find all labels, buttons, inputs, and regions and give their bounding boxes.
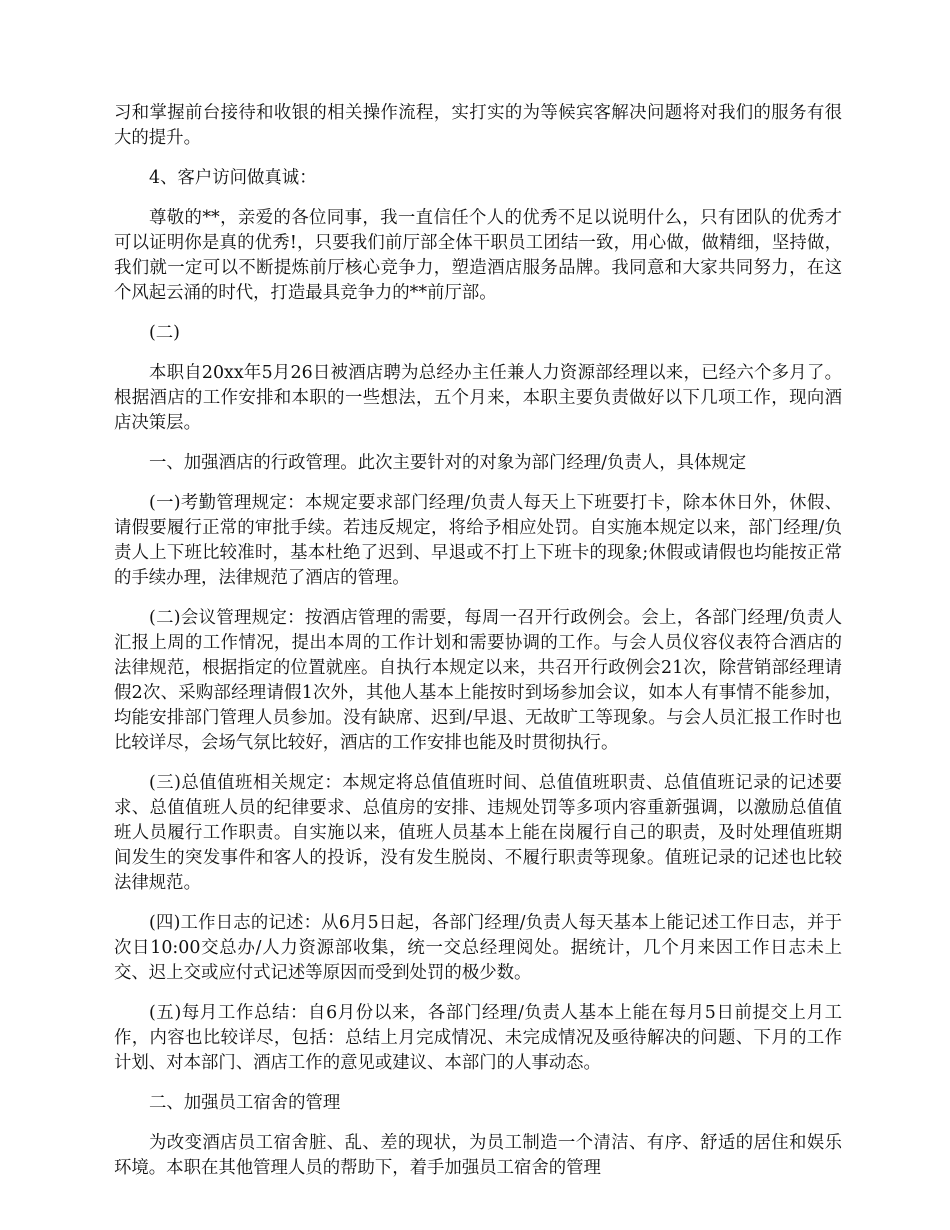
section-marker-two: (二): [149, 323, 180, 343]
paragraph-work-log: (四)工作日志的记述：从6月5日起，各部门经理/负责人每天基本上能记述工作日志，并于次日10:00交总办/人力资源部收集，统一交总经理阅处。据统计，几个月来因工作日志未上交、迟上交或应付式记述等原因而受到处罚的极少数。: [114, 913, 842, 983]
paragraph-continuation: 习和掌握前台接待和收银的相关操作流程，实打实的为等候宾客解决问题将对我们的服务有很大的提升。: [114, 103, 842, 148]
paragraph-closing-remarks: 尊敬的**，亲爱的各位同事，我一直信任个人的优秀不足以说明什么，只有团队的优秀才可以证明你是真的优秀!，只要我们前厅部全体干职员工团结一致，用心做，做精细，坚持做，我们就一定可以不断提炼前厅核心竞争力，塑造酒店服务品牌。我同意和大家共同努力，在这个风起云涌的时代，打造最具竞争力的**前厅部。: [114, 208, 842, 303]
heading-customer-visit: 4、客户访问做真诚：: [149, 168, 317, 188]
paragraph-meeting-rules: (二)会议管理规定：按酒店管理的需要，每周一召开行政例会。会上，各部门经理/负责人汇报上周的工作情况，提出本周的工作计划和需要协调的工作。与会人员仪容仪表符合酒店的法律规范，根据指定的位置就座。自执行本规定以来，共召开行政例会21次，除营销部经理请假2次、采购部经理请假1次外，其他人基本上能按时到场参加会议，如本人有事情不能参加，均能安排部门管理人员参加。没有缺席、迟到/早退、无故旷工等现象。与会人员汇报工作时也比较详尽，会场气氛比较好，酒店的工作安排也能及时贯彻执行。: [114, 608, 842, 753]
heading-dormitory-management: 二、加强员工宿舍的管理: [149, 1093, 341, 1113]
paragraph-duty-rules: (三)总值值班相关规定：本规定将总值值班时间、总值值班职责、总值值班记录的记述要求、总值值班人员的纪律要求、总值房的安排、违规处罚等多项内容重新强调，以激励总值值班人员履行工作职责。自实施以来，值班人员基本上能在岗履行自己的职责，及时处理值班期间发生的突发事件和客人的投诉，没有发生脱岗、不履行职责等现象。值班记录的记述也比较法律规范。: [114, 773, 842, 893]
paragraph-intro: 本职自20xx年5月26日被酒店聘为总经办主任兼人力资源部经理以来，已经六个多月了。根据酒店的工作安排和本职的一些想法，五个月来，本职主要负责做好以下几项工作，现向酒店决策层。: [114, 363, 842, 433]
paragraph-monthly-summary: (五)每月工作总结：自6月份以来，各部门经理/负责人基本上能在每月5日前提交上月工作，内容也比较详尽，包括：总结上月完成情况、未完成情况及亟待解决的问题、下月的工作计划、对本部门、酒店工作的意见或建议、本部门的人事动态。: [114, 1003, 842, 1073]
document-page: [114, 101, 842, 1196]
heading-admin-management: 一、加强酒店的行政管理。此次主要针对的对象为部门经理/负责人，具体规定: [149, 453, 747, 473]
paragraph-attendance-rules: (一)考勤管理规定：本规定要求部门经理/负责人每天上下班要打卡，除本休日外，休假、请假要履行正常的审批手续。若违反规定，将给予相应处罚。自实施本规定以来，部门经理/负责人上下班比较准时，基本杜绝了迟到、早退或不打上下班卡的现象;休假或请假也均能按正常的手续办理，法律规范了酒店的管理。: [114, 493, 842, 588]
paragraph-dormitory: 为改变酒店员工宿舍脏、乱、差的现状，为员工制造一个清洁、有序、舒适的居住和娱乐环境。本职在其他管理人员的帮助下，着手加强员工宿舍的管理: [114, 1133, 842, 1178]
